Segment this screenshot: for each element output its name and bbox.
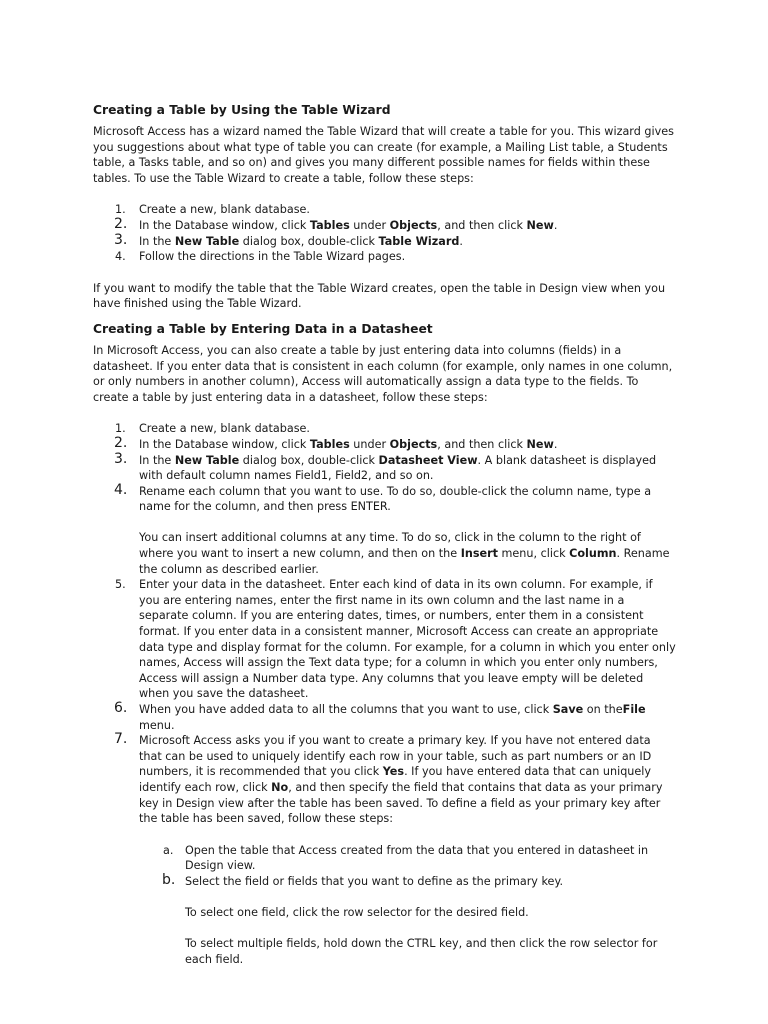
bold-term: New Table [174, 453, 240, 467]
step-text: In the [139, 453, 175, 467]
section-heading-datasheet: Creating a Table by Entering Data in a Datasheet [93, 321, 433, 336]
step-text: . If you have entered data that can uniquely identify each row, click [139, 765, 652, 794]
step-text: on the [583, 703, 623, 716]
step-text: You can insert additional columns at any time. To do so, click in the column to the right of where you want to insert a new column, and then on the [139, 531, 641, 561]
step-text: menu. [139, 718, 175, 732]
list-item [93, 871, 676, 968]
list-item [93, 421, 676, 437]
list-item [93, 202, 676, 218]
list-item [93, 481, 676, 578]
step-text: , and then click [437, 437, 527, 451]
step-text: . [553, 437, 558, 451]
bold-term: Column [569, 547, 617, 561]
step-text: Select the field or fields that you want to define as the primary key. [185, 874, 564, 888]
step-text: Create a new, blank database. [139, 422, 310, 436]
bold-term: Insert [460, 547, 498, 561]
bold-term: New [526, 218, 554, 232]
list-item [93, 843, 676, 874]
bold-term: Datasheet View [378, 453, 478, 467]
step-text: In the Database window, click [139, 437, 310, 451]
bold-term: New Table [174, 234, 240, 248]
list-item [93, 249, 676, 265]
bold-term: Tables [309, 218, 350, 232]
step-text: menu, click [497, 547, 570, 561]
bold-term: No [271, 780, 289, 794]
step-subparagraph: To select one field, click the row selector for the desired field. [185, 906, 529, 920]
list-letter: a. [163, 843, 174, 857]
section-heading-table-wizard: Creating a Table by Using the Table Wizard [93, 103, 391, 117]
list-number: 3. [114, 231, 128, 248]
list-item [93, 231, 676, 250]
bold-term: Tables [309, 437, 350, 451]
step-text: Open the table that Access created from the data that you entered in datasheet in Design view. [185, 843, 649, 873]
step-text: Enter your data in the datasheet. Enter each kind of data in its own column. For example, if you are entering names, enter the first name in its own column and the last name in a separate column. If you are entering dates, times, or numbers, enter them in a consistent format. If you enter data in a consistent manner, Microsoft Access can create an appropriate data type and display format for the column. For example, for a column in which you enter only names, Access will assign the Text data type; for a column in which you enter only numbers, Access will assign a Number data type. Any columns that you leave empty will be deleted when you save the datasheet. [139, 578, 676, 701]
list-number: 4. [115, 250, 126, 264]
step-text: , and then specify the field that contains that data as your primary key in Design view after the table has been saved. To define a field as your primary key after the table has been saved, follow these steps: [139, 780, 663, 826]
list-item [93, 702, 676, 733]
list-number: 2. [114, 434, 128, 451]
list-item [93, 450, 676, 484]
list-number: 4. [114, 481, 128, 498]
list-number: 6. [114, 700, 128, 716]
paragraph-table-wizard-outro: If you want to modify the table that the Table Wizard creates, open the table in Design view when you have finished using the Table Wizard. [93, 281, 666, 311]
list-item [93, 215, 676, 234]
bold-term: Table Wizard [378, 234, 460, 248]
step-text: dialog box, double-click [239, 453, 379, 467]
step-text: . Rename the column as described earlier. [139, 547, 670, 576]
paragraph-datasheet-intro: In Microsoft Access, you can also create a table by just entering data into columns (fields) in a datasheet. If you enter data that is consistent in each column (for example, only names in one column, or only numbers in another column), Access will automatically assign a data type to the fields. To create a table by just entering data in a datasheet, follow these steps: [93, 343, 673, 404]
bold-term: Save [552, 703, 584, 716]
step-text: . [553, 218, 558, 232]
step-subparagraph: To select multiple fields, hold down the CTRL key, and then click the row selector for each field. [185, 937, 658, 966]
bold-term: File [622, 703, 646, 716]
step-text: . [459, 234, 463, 248]
table-wizard-steps [93, 202, 676, 264]
list-number: 3. [114, 450, 128, 467]
step-text: Microsoft Access asks you if you want to create a primary key. If you have not entered data that can be used to uniquely identify each row in your table, such as part numbers or an ID numbers, it is recommended that you click [139, 734, 652, 779]
list-number: 1. [115, 422, 126, 436]
list-item [93, 733, 676, 827]
list-number: 5. [115, 578, 126, 592]
list-letter: b. [162, 871, 176, 888]
step-text: In the [139, 234, 175, 248]
step-text: When you have added data to all the columns that you want to use, click [139, 703, 553, 716]
step-text: Create a new, blank database. [139, 203, 310, 217]
list-number: 2. [114, 215, 128, 232]
step-text: . A blank datasheet is displayed with default column names Field1, Field2, and so on. [139, 453, 657, 483]
step-text: Follow the directions in the Table Wizard pages. [139, 250, 406, 264]
step-text: In the Database window, click [139, 218, 310, 232]
step-text: Rename each column that you want to use. To do so, double-click the column name, type a name for the column, and then press ENTER. [139, 484, 652, 514]
step-text: , and then click [437, 218, 527, 232]
list-item [93, 577, 676, 702]
step-text: under [349, 437, 390, 451]
primary-key-substeps [93, 843, 676, 968]
list-number: 7. [114, 731, 128, 748]
bold-term: Yes [382, 765, 405, 779]
step-text: dialog box, double-click [239, 234, 379, 248]
list-number: 1. [115, 203, 126, 217]
list-item [93, 434, 676, 453]
step-text: under [349, 218, 390, 232]
bold-term: Objects [389, 437, 438, 451]
step-subparagraph [139, 530, 676, 577]
datasheet-steps [93, 421, 676, 826]
bold-term: New [526, 437, 554, 451]
bold-term: Objects [389, 218, 438, 232]
paragraph-table-wizard-intro: Microsoft Access has a wizard named the Table Wizard that will create a table for you. This wizard gives you suggestions about what type of table you can create (for example, a Mailing List table, a Students table, a Tasks table, and so on) and gives you many different possible names for fields within these tables. To use the Table Wizard to create a table, follow these steps: [93, 125, 674, 185]
